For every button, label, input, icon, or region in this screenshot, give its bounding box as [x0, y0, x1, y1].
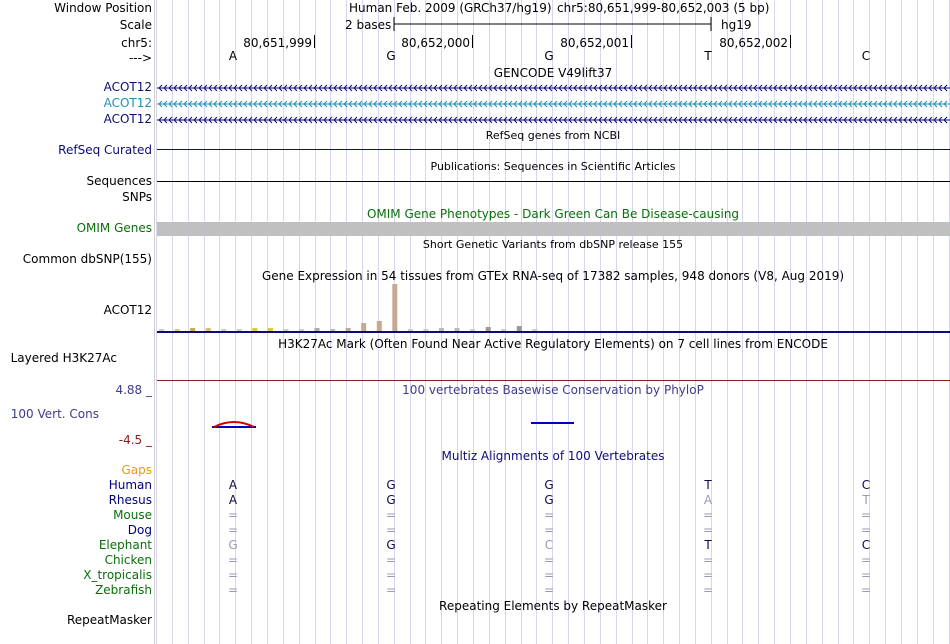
- track-label-snps[interactable]: SNPs: [122, 190, 152, 204]
- alignment-base: =: [860, 508, 872, 522]
- multiz-title[interactable]: Multiz Alignments of 100 Vertebrates: [441, 449, 665, 463]
- alignment-base: C: [861, 478, 871, 492]
- gtex-bar: [486, 327, 491, 331]
- species-label-human[interactable]: Human: [108, 478, 152, 492]
- alignment-base: =: [702, 508, 714, 522]
- refseq-title[interactable]: RefSeq genes from NCBI: [485, 129, 621, 142]
- coordinate-tick: [631, 35, 632, 48]
- alignment-base: =: [385, 523, 397, 537]
- assembly-title: Human Feb. 2009 (GRCh37/hg19): [349, 1, 552, 15]
- scale-bar: [392, 15, 714, 35]
- base-letter: G: [386, 49, 396, 63]
- alignment-base: A: [228, 493, 238, 507]
- alignment-base: =: [860, 583, 872, 597]
- position-readout: chr5:80,651,999-80,652,003 (5 bp): [557, 1, 770, 15]
- gtex-bar: [299, 329, 304, 331]
- h3k27ac-baseline: [157, 380, 950, 381]
- label-chrom: chr5:: [121, 36, 152, 50]
- alignment-base: =: [385, 583, 397, 597]
- phylop-title[interactable]: 100 vertebrates Basewise Conservation by PhyloP: [402, 383, 704, 397]
- pubs-title[interactable]: Publications: Sequences in Scientific Articles: [430, 160, 676, 173]
- coordinate-tick: [790, 35, 791, 48]
- alignment-base: C: [544, 538, 554, 552]
- gtex-bar: [330, 329, 335, 331]
- alignment-base: =: [702, 568, 714, 582]
- alignment-base: G: [228, 538, 238, 552]
- alignment-base: =: [385, 568, 397, 582]
- gtex-bar: [423, 329, 428, 331]
- alignment-base: A: [703, 493, 713, 507]
- track-label-gtex-gene[interactable]: ACOT12: [103, 303, 152, 317]
- alignment-base: C: [861, 538, 871, 552]
- refseq-line[interactable]: [157, 149, 950, 150]
- track-label-cons[interactable]: 100 Vert. Cons: [10, 407, 99, 421]
- alignment-base: =: [702, 523, 714, 537]
- alignment-base: =: [702, 553, 714, 567]
- rmsk-title[interactable]: Repeating Elements by RepeatMasker: [439, 599, 667, 613]
- base-letter: T: [704, 49, 712, 63]
- gencode-transcripts[interactable]: [156, 80, 950, 128]
- gtex-bar: [517, 326, 522, 331]
- label-strand: --->: [128, 51, 152, 65]
- alignment-base: =: [543, 553, 555, 567]
- alignment-base: =: [543, 568, 555, 582]
- gtex-bar: [439, 328, 444, 331]
- track-label-h3k27ac[interactable]: Layered H3K27Ac: [10, 351, 117, 365]
- alignment-base: T: [704, 478, 712, 492]
- alignment-base: G: [386, 478, 396, 492]
- track-label-acot12-3[interactable]: ACOT12: [103, 112, 152, 126]
- track-label-gaps[interactable]: Gaps: [121, 463, 152, 477]
- alignment-base: =: [860, 553, 872, 567]
- gtex-bar: [237, 329, 242, 331]
- track-label-refseq[interactable]: RefSeq Curated: [58, 143, 152, 157]
- alignment-base: G: [544, 493, 554, 507]
- scale-db: hg19: [721, 18, 752, 32]
- gtex-bar: [377, 321, 382, 331]
- label-divider: [154, 0, 155, 644]
- gtex-bar: [221, 329, 226, 331]
- alignment-base: =: [543, 583, 555, 597]
- alignment-base: =: [543, 523, 555, 537]
- alignment-base: =: [227, 583, 239, 597]
- label-scale: Scale: [119, 18, 152, 32]
- species-label-zebrafish[interactable]: Zebrafish: [95, 583, 152, 597]
- coordinate-label: 80,652,001: [560, 36, 629, 50]
- gtex-bar: [283, 329, 288, 331]
- scale-text: 2 bases: [345, 18, 392, 32]
- gtex-bar: [346, 328, 351, 331]
- gtex-bar: [408, 329, 413, 331]
- alignment-base: G: [386, 493, 396, 507]
- track-label-acot12-1[interactable]: ACOT12: [103, 80, 152, 94]
- coordinate-label: 80,652,002: [719, 36, 788, 50]
- base-letter: C: [861, 49, 871, 63]
- gtex-bar: [315, 328, 320, 331]
- coordinate-tick: [472, 35, 473, 48]
- base-letter: A: [228, 49, 238, 63]
- coordinate-label: 80,652,000: [401, 36, 470, 50]
- dbsnp-title[interactable]: Short Genetic Variants from dbSNP release 155: [422, 238, 684, 251]
- species-label-x_tropicalis[interactable]: X_tropicalis: [83, 568, 152, 582]
- alignment-base: =: [543, 508, 555, 522]
- track-label-omim[interactable]: OMIM Genes: [76, 221, 152, 235]
- h3k27ac-title[interactable]: H3K27Ac Mark (Often Found Near Active Regulatory Elements) on 7 cell lines from ENCODE: [278, 337, 828, 351]
- alignment-base: T: [704, 538, 712, 552]
- species-label-dog[interactable]: Dog: [127, 523, 152, 537]
- coordinate-tick: [314, 35, 315, 48]
- alignment-base: G: [386, 538, 396, 552]
- track-label-sequences[interactable]: Sequences: [86, 174, 152, 188]
- alignment-base: G: [544, 478, 554, 492]
- label-window-position: Window Position: [54, 1, 152, 15]
- species-label-elephant[interactable]: Elephant: [98, 538, 152, 552]
- gtex-bar: [159, 329, 164, 331]
- gtex-bar: [175, 329, 180, 331]
- alignment-base: =: [227, 553, 239, 567]
- gtex-bar: [501, 329, 506, 331]
- omim-bar[interactable]: [157, 222, 950, 236]
- gtex-bar: [455, 328, 460, 331]
- track-label-repeatmasker[interactable]: RepeatMasker: [66, 613, 152, 627]
- species-label-rhesus[interactable]: Rhesus: [108, 493, 152, 507]
- gtex-bar: [252, 328, 257, 331]
- alignment-base: =: [227, 508, 239, 522]
- alignment-base: A: [228, 478, 238, 492]
- alignment-base: =: [860, 568, 872, 582]
- gtex-bar: [206, 328, 211, 331]
- track-label-dbsnp[interactable]: Common dbSNP(155): [22, 252, 152, 266]
- gtex-bar: [361, 323, 366, 331]
- gtex-bar: [268, 328, 273, 331]
- sequences-line[interactable]: [157, 181, 950, 182]
- coordinate-label: 80,651,999: [243, 36, 312, 50]
- alignment-base: =: [702, 583, 714, 597]
- gtex-bar: [190, 328, 195, 331]
- phylop-plot[interactable]: [156, 415, 950, 435]
- alignment-base: =: [385, 508, 397, 522]
- gencode-title[interactable]: GENCODE V49lift37: [493, 66, 613, 80]
- alignment-base: =: [385, 553, 397, 567]
- omim-title[interactable]: OMIM Gene Phenotypes - Dark Green Can Be Disease-causing: [366, 207, 740, 221]
- alignment-base: =: [860, 523, 872, 537]
- alignment-base: =: [227, 568, 239, 582]
- cons-min-label: -4.5 _: [118, 433, 152, 447]
- track-label-acot12-2[interactable]: ACOT12: [103, 96, 152, 110]
- gtex-title[interactable]: Gene Expression in 54 tissues from GTEx RNA-seq of 17382 samples, 948 donors (V8, Aug 2019): [261, 269, 845, 283]
- alignment-base: =: [227, 523, 239, 537]
- species-label-mouse[interactable]: Mouse: [113, 508, 152, 522]
- base-letter: G: [544, 49, 554, 63]
- alignment-base: T: [862, 493, 870, 507]
- gtex-bar: [470, 329, 475, 331]
- species-label-chicken[interactable]: Chicken: [104, 553, 152, 567]
- gtex-chart[interactable]: [156, 283, 950, 335]
- gtex-bar: [532, 329, 537, 331]
- gtex-bar: [392, 284, 397, 331]
- cons-max-label: 4.88 _: [115, 383, 152, 397]
